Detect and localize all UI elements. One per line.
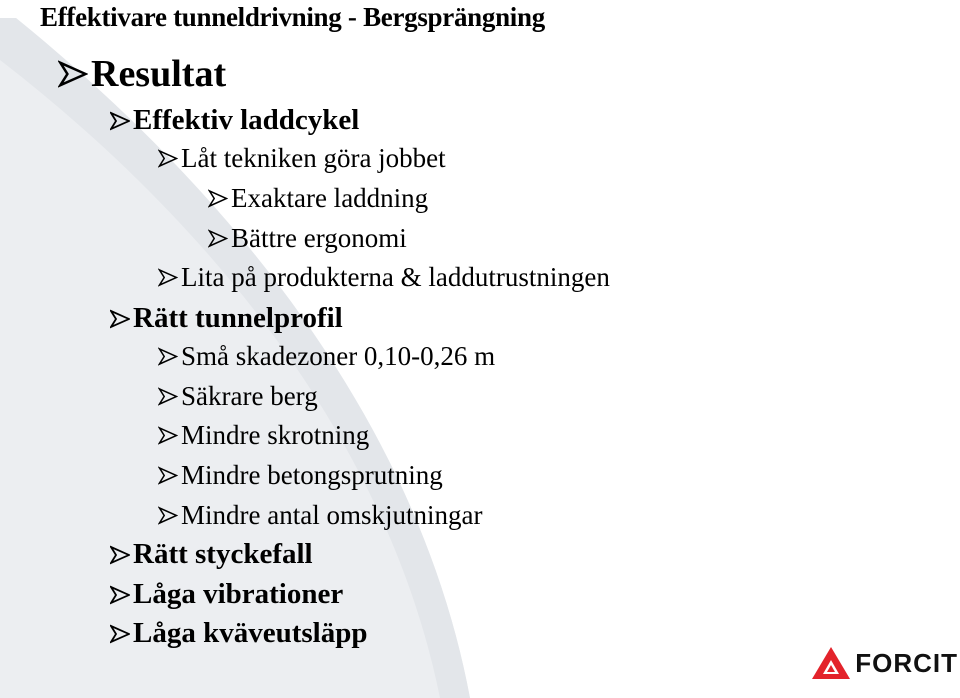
arrow-bullet-icon [110, 585, 130, 605]
bullet-ratt-styckefall [110, 538, 313, 571]
arrow-bullet-icon [110, 545, 130, 565]
bullet-text: Rätt tunnelprofil [133, 302, 343, 334]
arrow-bullet-icon [208, 189, 228, 208]
slide-title: Effektivare tunneldrivning - Bergsprängning [40, 2, 545, 32]
arrow-bullet-icon [58, 60, 88, 88]
bullet-sma-skadezoner [158, 341, 495, 372]
bullet-lita-pa-produkterna [158, 262, 610, 293]
bullet-mindre-antal-omskjutningar [158, 500, 482, 531]
arrow-bullet-icon [158, 387, 178, 406]
bullet-sakrare-berg [158, 381, 318, 412]
arrow-bullet-icon [158, 466, 178, 485]
arrow-bullet-icon [110, 309, 130, 329]
bullet-text: Mindre antal omskjutningar [181, 500, 483, 530]
bullet-resultat [58, 52, 226, 96]
bullet-text: Resultat [91, 53, 227, 95]
arrow-bullet-icon [208, 229, 228, 248]
arrow-bullet-icon [110, 624, 130, 644]
forcit-logo-mark-icon [811, 646, 851, 680]
arrow-bullet-icon [110, 111, 130, 131]
bullet-text: Låga vibrationer [133, 578, 344, 610]
bullet-exaktare-laddning [208, 183, 428, 214]
arrow-bullet-icon [158, 426, 178, 445]
bullet-text: Rätt styckefall [133, 538, 313, 570]
bullet-mindre-skrotning [158, 420, 369, 451]
bullet-ratt-tunnelprofil [110, 302, 343, 335]
bullet-battre-ergonomi [208, 223, 407, 254]
bullet-text: Effektiv laddcykel [133, 104, 360, 136]
bullet-text: Låt tekniken göra jobbet [181, 143, 446, 173]
bullet-laga-kvaveutslapp [110, 617, 367, 650]
bullet-text: Exaktare laddning [231, 183, 429, 213]
bullet-text: Säkrare berg [181, 381, 318, 411]
arrow-bullet-icon [158, 506, 178, 525]
bullet-text: Mindre betongsprutning [181, 460, 443, 490]
logo-text: FORCIT [855, 647, 958, 678]
arrow-bullet-icon [158, 149, 178, 168]
bullet-laga-vibrationer [110, 578, 343, 611]
arrow-bullet-icon [158, 268, 178, 287]
forcit-logo [811, 646, 958, 680]
bullet-text: Bättre ergonomi [231, 223, 407, 253]
bullet-text: Mindre skrotning [181, 420, 370, 450]
bullet-text: Låga kväveutsläpp [133, 617, 368, 649]
bullet-mindre-betongsprutning [158, 460, 443, 491]
bullet-lat-tekniken [158, 143, 446, 174]
bullet-effektiv-laddcykel [110, 104, 359, 137]
bullet-text: Små skadezoner 0,10-0,26 m [181, 341, 496, 371]
bullet-text: Lita på produkterna & laddutrustningen [181, 262, 610, 292]
arrow-bullet-icon [158, 347, 178, 366]
